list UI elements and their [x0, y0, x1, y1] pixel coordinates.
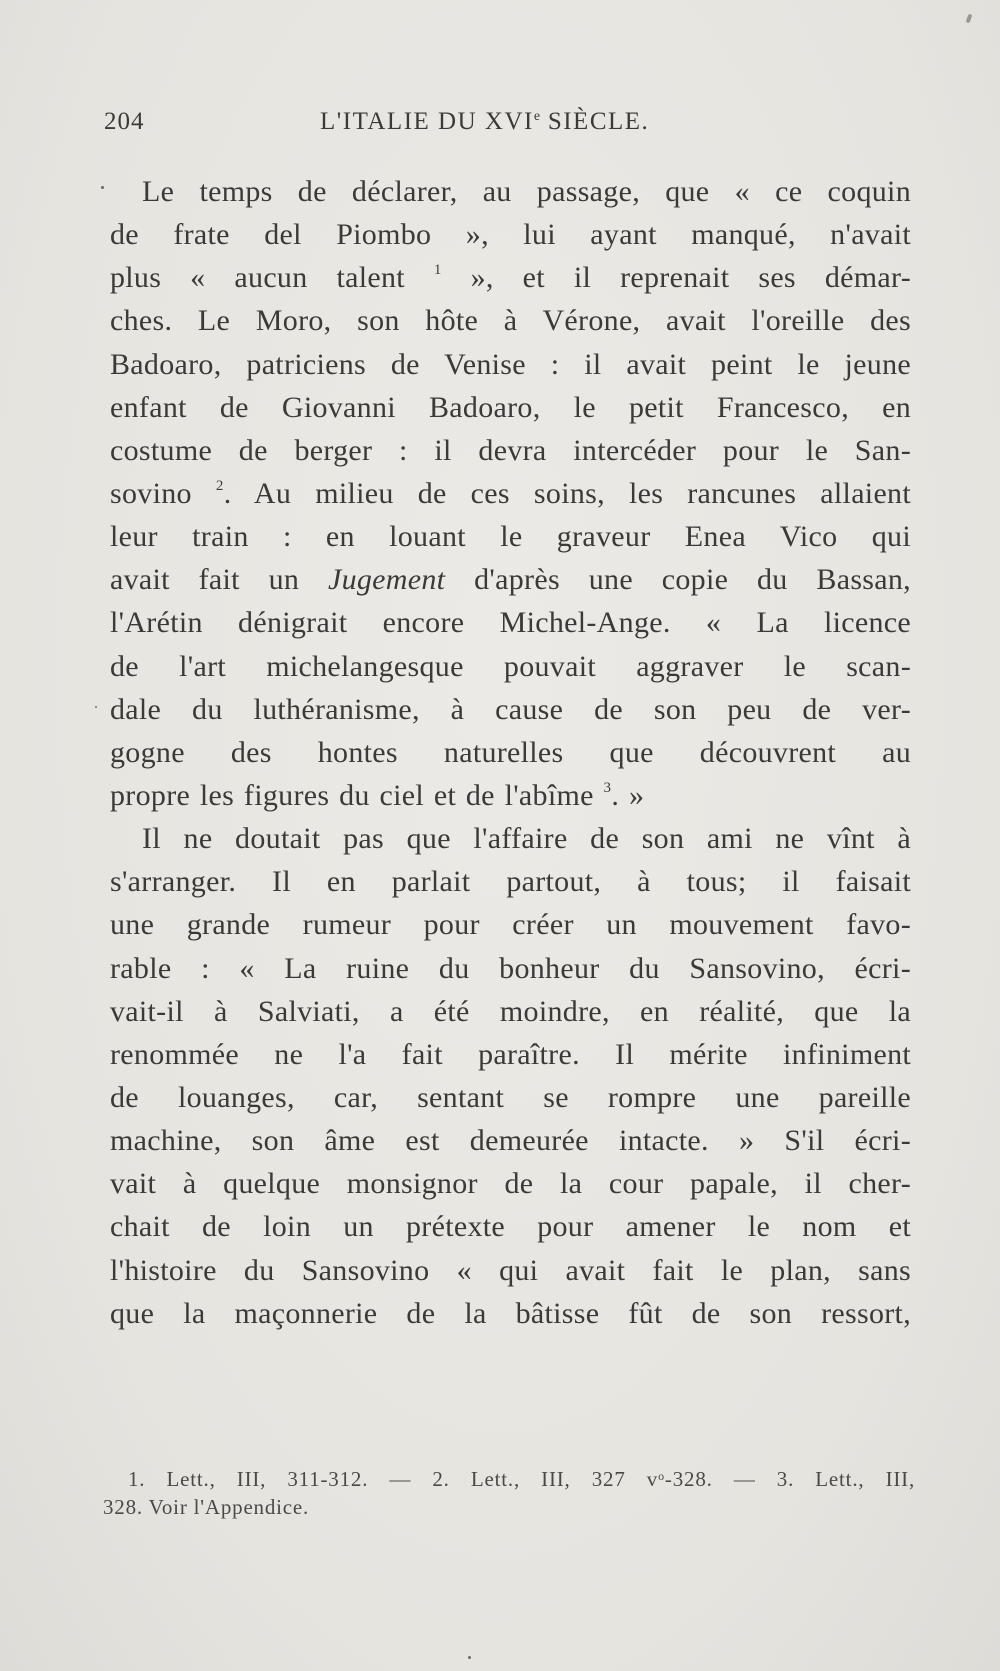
text-line: Badoaro, patriciens de Venise : il avait peint le jeune — [110, 347, 911, 381]
body-text — [110, 170, 911, 1335]
text-line: avait fait un Jugement d'après une copie du Bassan, — [110, 563, 911, 597]
text-line: chait de loin un prétexte pour amener le nom et — [110, 1210, 911, 1244]
paper-blemish — [966, 14, 973, 24]
text-line: vait à quelque monsignor de la cour papale, il cher- — [110, 1167, 911, 1201]
text-line: plus « aucun talent $^1$ », et il reprenait ses démar- — [110, 261, 911, 295]
text-line: renommée ne l'a fait paraître. Il mérite infiniment — [110, 1037, 911, 1071]
text-line: sovino $^2$. Au milieu de ces soins, les rancunes allaient — [110, 476, 911, 510]
text-line: propre les figures du ciel et de l'abîme $^3$. » — [110, 778, 645, 812]
footnote-ref: 3 — [603, 779, 612, 796]
ink-speck — [468, 1656, 471, 1659]
ink-speck — [95, 706, 97, 708]
text-line: enfant de Giovanni Badoaro, le petit Francesco, en — [110, 390, 911, 424]
text-line: l'Arétin dénigrait encore Michel-Ange. « La licence — [110, 606, 911, 640]
text-line: Le temps de déclarer, au passage, que « ce coquin — [142, 175, 911, 208]
footnote-ref: 2 — [215, 477, 224, 494]
text-line: machine, son âme est demeurée intacte. » S'il écri- — [110, 1124, 911, 1158]
text-line: de l'art michelangesque pouvait aggraver le scan- — [110, 649, 911, 683]
footnote-line: 1. Lett., III, 311-312. — 2. Lett., III, 327 $v^o-328$. — 3. Lett., III, — [128, 1467, 916, 1491]
text-line: Il ne doutait pas que l'affaire de son ami ne vînt à — [142, 822, 911, 856]
running-head — [104, 108, 904, 138]
running-title: L'ITALIE DU XVIe SIÈCLE. — [320, 108, 650, 135]
text-line: rable : « La ruine du bonheur du Sansovino, écri- — [110, 951, 911, 985]
italic-title: Jugement — [327, 563, 446, 597]
text-line: dale du luthéranisme, à cause de son peu de ver- — [110, 692, 911, 726]
text-line: s'arranger. Il en parlait partout, à tous; il faisait — [110, 865, 911, 899]
footnote-line: 328. Voir l'Appendice. — [103, 1495, 310, 1519]
text-line: ches. Le Moro, son hôte à Vérone, avait l'oreille des — [110, 304, 911, 338]
footnotes — [103, 1465, 915, 1521]
text-line: que la maçonnerie de la bâtisse fût de son ressort, — [110, 1296, 911, 1330]
text-line: costume de berger : il devra intercéder pour le San- — [110, 433, 911, 467]
text-line: une grande rumeur pour créer un mouvement favo- — [110, 908, 911, 942]
text-line: l'histoire du Sansovino « qui avait fait le plan, sans — [110, 1253, 911, 1287]
text-line: leur train : en louant le graveur Enea Vico qui — [110, 520, 911, 554]
footnote-ref: 1 — [433, 262, 442, 279]
ink-speck — [101, 186, 104, 189]
text-line: de frate del Piombo », lui ayant manqué, n'avait — [110, 218, 911, 252]
page-number: 204 — [104, 108, 145, 135]
text-line: vait-il à Salviati, a été moindre, en réalité, que la — [110, 994, 911, 1028]
text-line: de louanges, car, sentant se rompre une pareille — [110, 1080, 911, 1114]
text-line: gogne des hontes naturelles que découvrent au — [110, 735, 911, 769]
